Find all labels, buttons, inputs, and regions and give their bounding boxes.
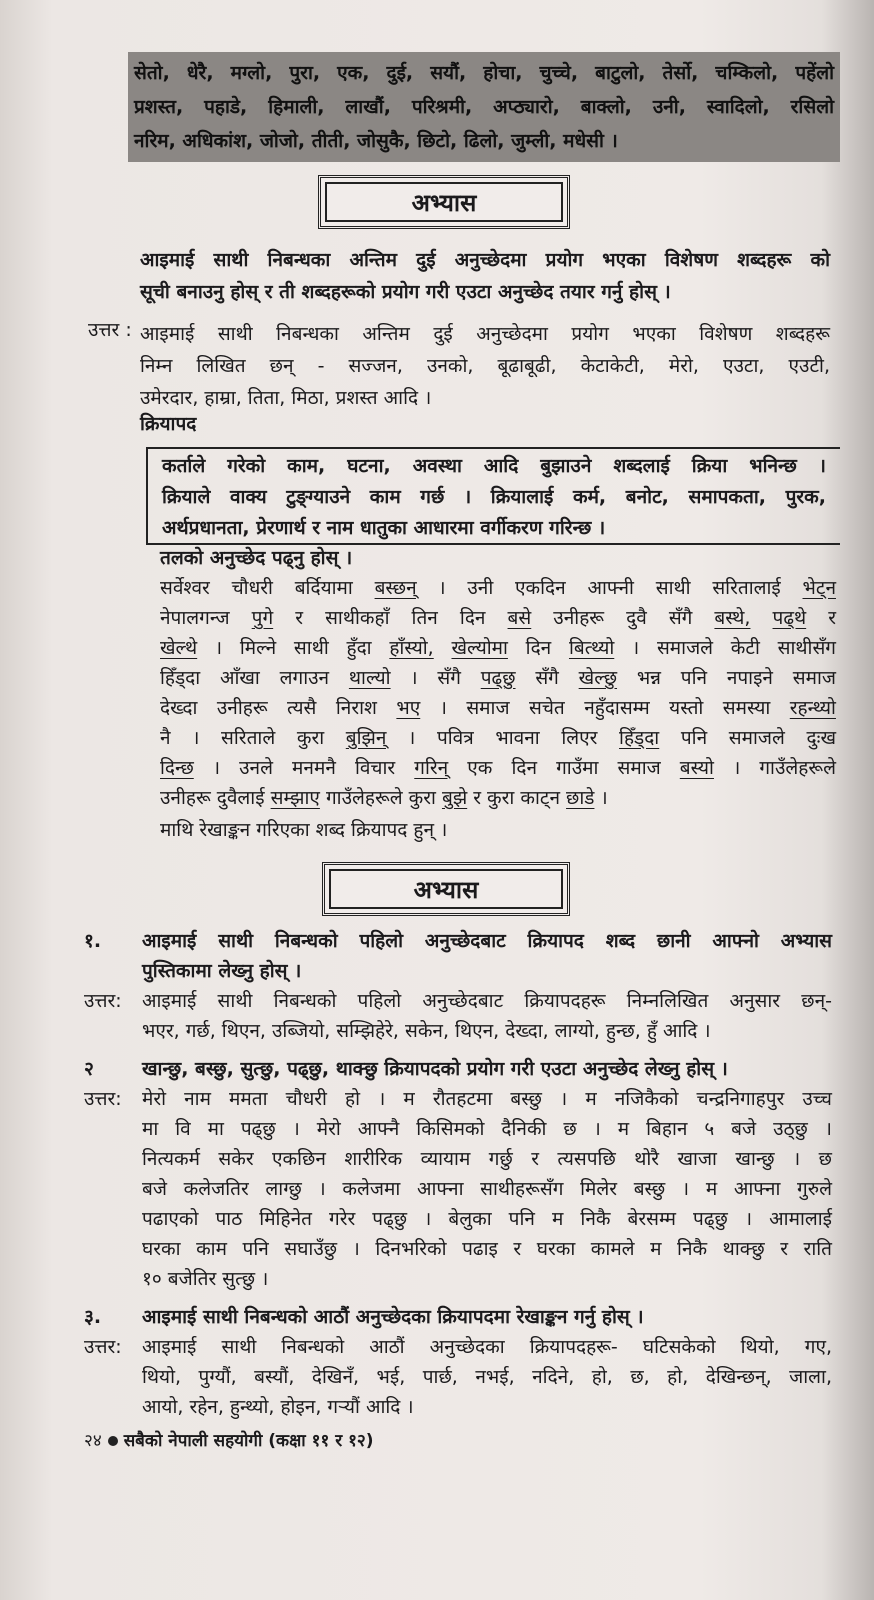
passage-text: भन्न पनि नपाइने समाज [617,667,836,689]
passage-line [160,603,836,633]
book-title: सबैको नेपाली सहयोगी (कक्षा ११ र १२) [123,1431,374,1451]
exercise-heading: अभ्यास [318,175,570,229]
passage-text: सर्वेश्वर चौधरी बर्दियामा [160,577,375,599]
answer-line: पढाएको पाठ मिहिनेत गरेर पढ्छु । बेलुका पनि म निकै बेरसम्म पढ्छु । आमालाई [142,1208,832,1230]
passage-note: माथि रेखाङ्कन गरिएका शब्द क्रियापद हुन् । [160,819,448,841]
exercise-item [84,926,834,1046]
underlined-verb: खेल्योमा [451,637,508,659]
passage-text: । मिल्ने साथी हुँदा [197,637,390,659]
underlined-verb: थाल्यो [348,667,391,689]
passage-text: । [594,787,608,809]
underlined-verb: छाडे [566,787,595,809]
passage-text: । पवित्र भावना लिएर [386,727,620,749]
item-number: २ [84,1058,94,1080]
passage-text: दिन [507,637,569,659]
answer-label: उत्तर: [84,990,122,1012]
passage-line [160,723,836,753]
answer-line: थियो, पुग्यौं, बस्यौं, देखिनँ, भई, पार्छ, नभई, नदिने, हो, छ, हो, देखिन्छन्, जाला, [142,1366,832,1388]
answer-line: आइमाई साथी निबन्धका अन्तिम दुई अनुच्छेदमा प्रयोग भएका विशेषण शब्दहरू [140,323,830,345]
answer-line: आइमाई साथी निबन्धको पहिलो अनुच्छेदबाट क्रियापदहरू निम्नलिखित अनुसार छन्- [142,990,832,1012]
question-line: आइमाई साथी निबन्धको पहिलो अनुच्छेदबाट क्रियापद शब्द छानी आफ्नो अभ्यास [142,930,832,952]
page-footer [84,1428,374,1451]
definition-box [146,447,840,545]
passage-text: र [806,607,837,629]
underlined-verb: बस्यो [679,757,714,779]
exercise-heading: अभ्यास [322,862,570,916]
underlined-verb: दिन्छ [160,757,194,779]
underlined-verb: बित्थ्यो [568,637,615,659]
passage-text: गाउँलेहरूले कुरा [319,787,442,809]
answer-line: १० बजेतिर सुत्छु । [142,1268,269,1290]
answer-label: उत्तर: [84,1336,122,1358]
answer-line: भएर, गर्छ, थिएन, उब्जियो, सम्झिहेरे, सकेन, थिएन, देख्दा, लाग्यो, हुन्छ, हुँ आदि । [142,1020,711,1042]
answer-line: आइमाई साथी निबन्धको आठौं अनुच्छेदका क्रियापदहरू- घटिसकेको थियो, गए, [142,1336,832,1358]
underlined-verb: रहन्थ्यो [789,697,836,719]
passage-line [160,693,836,723]
passage-text: र साथीकहाँ तिन दिन [273,607,508,629]
passage-text [434,637,452,659]
exercise-item [84,1054,834,1294]
adjective-line: प्रशस्त, पहाडे, हिमाली, लाखौं, परिश्रमी, अप्ठ्यारो, बाक्लो, उनी, स्वादिलो, रसिलो [134,96,834,118]
passage-text: नै । सरिताले कुरा [160,727,346,749]
passage-text: पनि समाजले दुःख [659,727,836,749]
underlined-verb: बुझिन् [345,727,387,749]
passage-text: । गाउँलेहरूले [713,757,836,779]
passage-text [750,607,772,629]
answer-label: उत्तर: [84,1088,122,1110]
question-line: सूची बनाउनु होस् र ती शब्दहरूको प्रयोग गरी एउटा अनुच्छेद तयार गर्नु होस् । [140,281,671,303]
underlined-verb: खेल्थे [160,637,198,659]
passage-text: एक दिन गाउँमा समाज [448,757,680,779]
definition-line: अर्थप्रधानता, प्रेरणार्थ र नाम धातुका आधारमा वर्गीकरण गरिन्छ । [162,517,606,539]
adjective-line: सेतो, धेरै, मग्लो, पुरा, एक, दुई, सयौं, होचा, चुच्चे, बाटुलो, तेर्सो, चम्किलो, पहेंलो [134,62,834,84]
question-line: खान्छु, बस्छु, सुत्छु, पढ्छु, थाक्छु क्रियापदको प्रयोग गरी एउटा अनुच्छेद लेख्नु होस् । [142,1058,728,1080]
item-number: ३. [84,1306,102,1328]
underlined-verb: बस्थे, [714,607,751,629]
underlined-verb: भेट्न [802,577,836,599]
question-line: पुस्तिकामा लेख्नु होस् । [142,960,302,982]
adjective-list-box [128,52,840,162]
underlined-verb: सम्झाए [270,787,320,809]
underlined-verb: बुझे [441,787,468,809]
answer-label: उत्तर : [88,319,132,341]
underlined-verb: हाँस्यो, [389,637,434,659]
passage-line [160,783,836,813]
passage-line [160,573,836,603]
question-line: आइमाई साथी निबन्धका अन्तिम दुई अनुच्छेदमा प्रयोग भएका विशेषण शब्दहरू को [140,249,830,271]
underlined-verb: हिँड्दा [619,727,660,749]
passage-text: । सँगै [390,667,481,689]
answer-line: घरका काम पनि सघाउँछु । दिनभरिको पढाइ र घरका कामले म निकै थाक्छु र राति [142,1238,832,1260]
underlined-verb: बस्छन् [374,577,417,599]
page-number: २४ [84,1431,102,1451]
passage-text: । उनी एकदिन आफ्नी साथी सरितालाई [416,577,803,599]
passage-text: । उनले मनमनै विचार [193,757,415,779]
exercise-item [84,1302,834,1422]
passage-text: देख्दा उनीहरू त्यसै निराश [160,697,397,719]
item-number: १. [84,930,102,952]
passage-text: उनीहरू दुवै सँगै [531,607,715,629]
passage-text: हिँड्दा आँखा लगाउन [160,667,349,689]
underlined-verb: भए [396,697,421,719]
instruction: तलको अनुच्छेद पढ्नु होस् । [160,547,353,569]
exercise1-answer [140,318,830,414]
section-title: क्रियापद [140,413,197,435]
underlined-verb: खेल्छु [578,667,618,689]
answer-line: मा वि मा पढ्छु । मेरो आफ्नै किसिमको दैनिकी छ । म बिहान ५ बजे उठ्छु । [142,1118,832,1140]
answer-line: नित्यकर्म सकेर एकछिन शारीरिक व्यायाम गर्छु र त्यसपछि थोरै खाजा खान्छु । छ [142,1148,832,1170]
passage-text: सँगै [515,667,579,689]
answer-line: उमेरदार, हाम्रा, तिता, मिठा, प्रशस्त आदि । [140,387,432,409]
exercise1-question [140,244,830,308]
underlined-verb: गरिन् [414,757,449,779]
underlined-verb: पढ्छु [480,667,516,689]
question-line: आइमाई साथी निबन्धको आठौं अनुच्छेदका क्रियापदमा रेखाङ्कन गर्नु होस् । [142,1306,644,1328]
answer-line: आयो, रहेन, हुन्थ्यो, होइन, गर्‍यौं आदि । [142,1396,414,1418]
answer-line: निम्न लिखित छन् - सज्जन, उनको, बूढाबूढी, केटाकेटी, मेरो, एउटा, एउटी, [140,355,830,377]
answer-line: मेरो नाम ममता चौधरी हो । म रौतहटमा बस्छु । म नजिकैको चन्द्रनिगाहपुर उच्च [142,1088,832,1110]
bullet-icon [108,1436,118,1446]
passage-text: । समाजले केटी साथीसँग [614,637,837,659]
passage-text: । समाज सचेत नहुँदासम्म यस्तो समस्या [420,697,790,719]
passage-text: र कुरा काट्न [467,787,567,809]
answer-line: बजे कलेजतिर लाग्छु । कलेजमा आफ्ना साथीहरूसँग मिलेर बस्छु । म आफ्ना गुरुले [142,1178,832,1200]
passage-line [160,753,836,783]
underlined-verb: बसे [507,607,532,629]
passage [160,573,836,813]
passage-line [160,633,836,663]
underlined-verb: पुगे [251,607,274,629]
passage-text: उनीहरू दुवैलाई [160,787,271,809]
definition-line: कर्ताले गरेको काम, घटना, अवस्था आदि बुझाउने शब्दलाई क्रिया भनिन्छ । [162,455,826,477]
exercise2-items [84,926,834,1430]
adjective-line: नरिम, अधिकांश, जोजो, तीती, जोसुकै, छिटो, ढिलो, जुम्ली, मधेसी । [134,130,618,152]
passage-text: नेपालगन्ज [160,607,252,629]
underlined-verb: पढ्थे [772,607,807,629]
definition-line: क्रियाले वाक्य टुङ्ग्याउने काम गर्छ । क्रियालाई कर्म, बनोट, समापकता, पुरक, [162,486,826,508]
passage-line [160,663,836,693]
